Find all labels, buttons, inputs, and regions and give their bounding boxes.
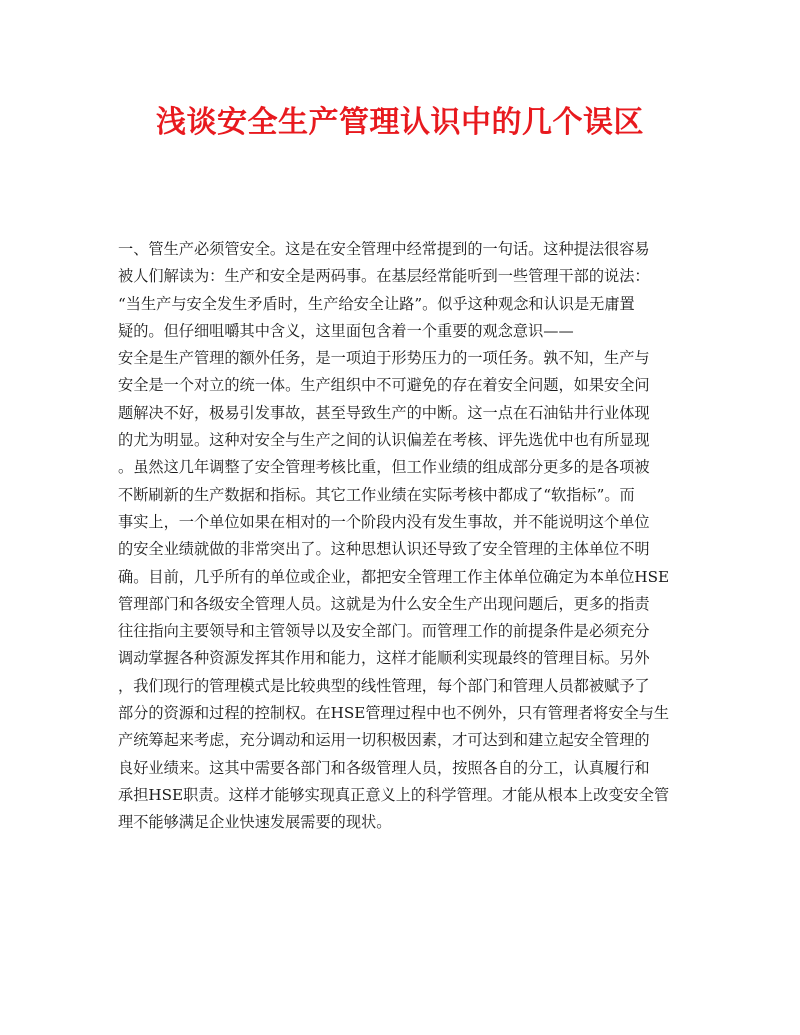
body-line: 题解决不好，极易引发事故，甚至导致生产的中断。这一点在石油钻井行业体现	[118, 403, 650, 422]
body-line: 被人们解读为：生产和安全是两码事。在基层经常能听到一些管理干部的说法：	[118, 267, 650, 286]
body-line: 疑的。但仔细咀嚼其中含义，这里面包含着一个重要的观念意识——	[118, 321, 574, 340]
body-line: 理不能够满足企业快速发展需要的现状。	[118, 813, 392, 832]
body-line: 产统筹起来考虑，充分调动和运用一切积极因素，才可达到和建立起安全管理的	[118, 731, 650, 750]
body-line: 部分的资源和过程的控制权。在HSE管理过程中也不例外，只有管理者将安全与生	[118, 704, 670, 723]
body-line: 安全是一个对立的统一体。生产组织中不可避免的存在着安全问题，如果安全问	[118, 376, 650, 395]
document-body	[118, 236, 678, 837]
body-line: “当生产与安全发生矛盾时，生产给安全让路”。似乎这种观念和认识是无庸置	[118, 294, 635, 313]
body-line: 不断刷新的生产数据和指标。其它工作业绩在实际考核中都成了“软指标”。而	[118, 485, 635, 504]
document-title: 浅谈安全生产管理认识中的几个误区	[156, 105, 644, 140]
body-line: 事实上，一个单位如果在相对的一个阶段内没有发生事故，并不能说明这个单位	[118, 512, 650, 531]
body-line: 往往指向主要领导和主管领导以及安全部门。而管理工作的前提条件是必须充分	[118, 622, 650, 641]
body-line: 的安全业绩就做的非常突出了。这种思想认识还导致了安全管理的主体单位不明	[118, 540, 650, 559]
body-line: 承担HSE职责。这样才能够实现真正意义上的科学管理。才能从根本上改变安全管	[118, 785, 670, 804]
body-line: 调动掌握各种资源发挥其作用和能力，这样才能顺利实现最终的管理目标。另外	[118, 649, 650, 668]
body-line: 。虽然这几年调整了安全管理考核比重，但工作业绩的组成部分更多的是各项被	[118, 458, 650, 477]
body-line: 确。目前，几乎所有的单位或企业，都把安全管理工作主体单位确定为本单位HSE	[118, 567, 670, 586]
body-line: 良好业绩来。这其中需要各部门和各级管理人员，按照各自的分工，认真履行和	[118, 758, 650, 777]
body-line: 的尤为明显。这种对安全与生产之间的认识偏差在考核、评先选优中也有所显现	[118, 431, 650, 450]
body-line: 一、管生产必须管安全。这是在安全管理中经常提到的一句话。这种提法很容易	[118, 240, 650, 258]
body-line: 管理部门和各级安全管理人员。这就是为什么安全生产出现问题后，更多的指责	[118, 594, 650, 613]
body-line: 安全是生产管理的额外任务，是一项迫于形势压力的一项任务。孰不知，生产与	[118, 349, 650, 368]
body-line: ，我们现行的管理模式是比较典型的线性管理，每个部门和管理人员都被赋予了	[118, 676, 650, 695]
